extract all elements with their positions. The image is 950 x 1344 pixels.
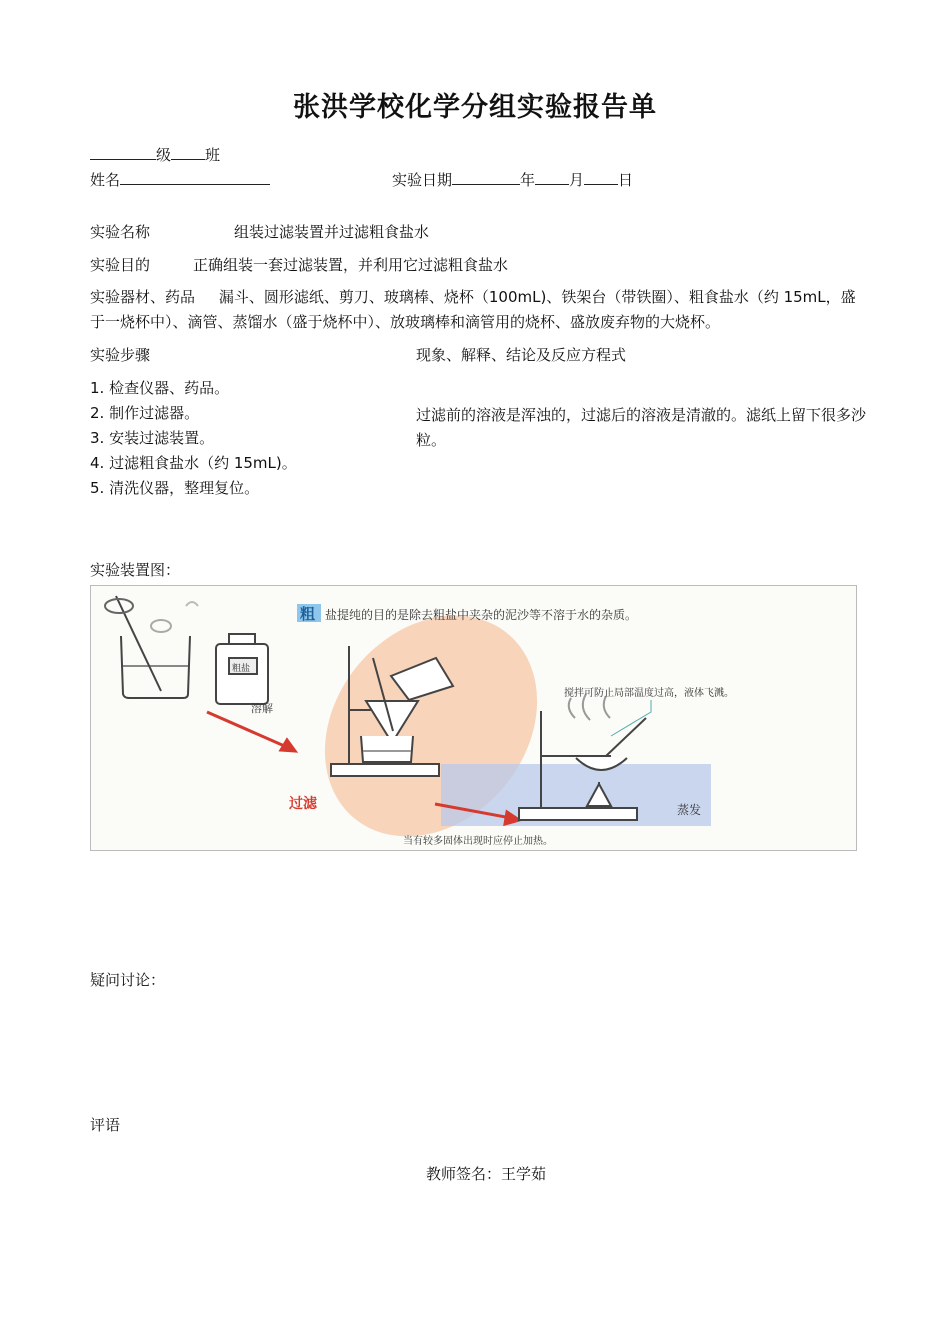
class-label: 班 [205, 146, 221, 164]
discussion-label: 疑问讨论： [90, 971, 166, 989]
day-blank[interactable] [584, 170, 618, 185]
observations-header: 现象、解释、结论及反应方程式 [416, 346, 627, 364]
bottle-label: 粗盐 [232, 664, 251, 674]
name-blank[interactable] [120, 170, 270, 185]
materials-block [90, 285, 865, 335]
step-item: 4. 过滤粗食盐水（约 15mL)。 [90, 454, 297, 472]
teacher-signature: 教师签名：王学茹 [426, 1165, 547, 1183]
apparatus-illustration [91, 586, 856, 850]
step-item: 3. 安装过滤装置。 [90, 429, 215, 447]
date-line [392, 170, 633, 190]
dissolve-label: 溶解 [251, 702, 273, 715]
name-line [90, 170, 270, 190]
class-blank[interactable] [171, 145, 205, 160]
step-item: 2. 制作过滤器。 [90, 404, 200, 422]
month-label: 月 [569, 171, 585, 189]
experiment-purpose-label: 实验目的 [90, 256, 151, 274]
observation-text: 过滤前的溶液是浑浊的，过滤后的溶液是清澈的。滤纸上留下很多沙粒。 [416, 406, 867, 449]
experiment-name-value: 组装过滤装置并过滤粗食盐水 [234, 223, 430, 241]
filter-label: 过滤 [289, 796, 317, 812]
comment-label: 评语 [90, 1116, 121, 1134]
materials-label: 实验器材、药品 [90, 288, 196, 306]
month-blank[interactable] [535, 170, 569, 185]
experiment-name-label: 实验名称 [90, 223, 151, 241]
name-label: 姓名 [90, 171, 121, 189]
step-item: 5. 清洗仪器，整理复位。 [90, 479, 260, 497]
banner-highlight: 粗 [300, 605, 316, 623]
grade-blank[interactable] [90, 145, 156, 160]
steps-header: 实验步骤 [90, 346, 151, 364]
page-title: 张洪学校化学分组实验报告单 [293, 92, 657, 123]
banner-text: 盐提纯的目的是除去粗盐中夹杂的泥沙等不溶于水的杂质。 [325, 608, 638, 622]
steps-list [90, 378, 297, 503]
experiment-purpose-value: 正确组装一套过滤装置，并利用它过滤粗食盐水 [193, 256, 509, 274]
evaporate-label: 蒸发 [677, 803, 702, 817]
year-blank[interactable] [452, 170, 520, 185]
grade-class-line [90, 145, 220, 165]
materials-value: 漏斗、圆形滤纸、剪刀、玻璃棒、烧杯（100mL)、铁架台（带铁圈）、粗食盐水（约 15mL，盛于一烧杯中）、滴管、蒸馏水（盛于烧杯中）、放玻璃棒和滴管用的烧杯、盛放废弃物的大烧杯。 [90, 288, 856, 331]
date-label: 实验日期 [392, 171, 453, 189]
bottom-note: 当有较多固体出现时应停止加热。 [403, 836, 553, 847]
figure-label: 实验装置图： [90, 561, 181, 579]
dissolve-beaker-icon [105, 596, 198, 698]
step-item: 1. 检查仪器、药品。 [90, 379, 230, 397]
apparatus-figure [90, 585, 857, 851]
year-label: 年 [520, 171, 536, 189]
day-label: 日 [618, 171, 634, 189]
stir-note: 搅拌可防止局部温度过高，液体飞溅。 [564, 688, 734, 699]
grade-label: 级 [156, 146, 172, 164]
